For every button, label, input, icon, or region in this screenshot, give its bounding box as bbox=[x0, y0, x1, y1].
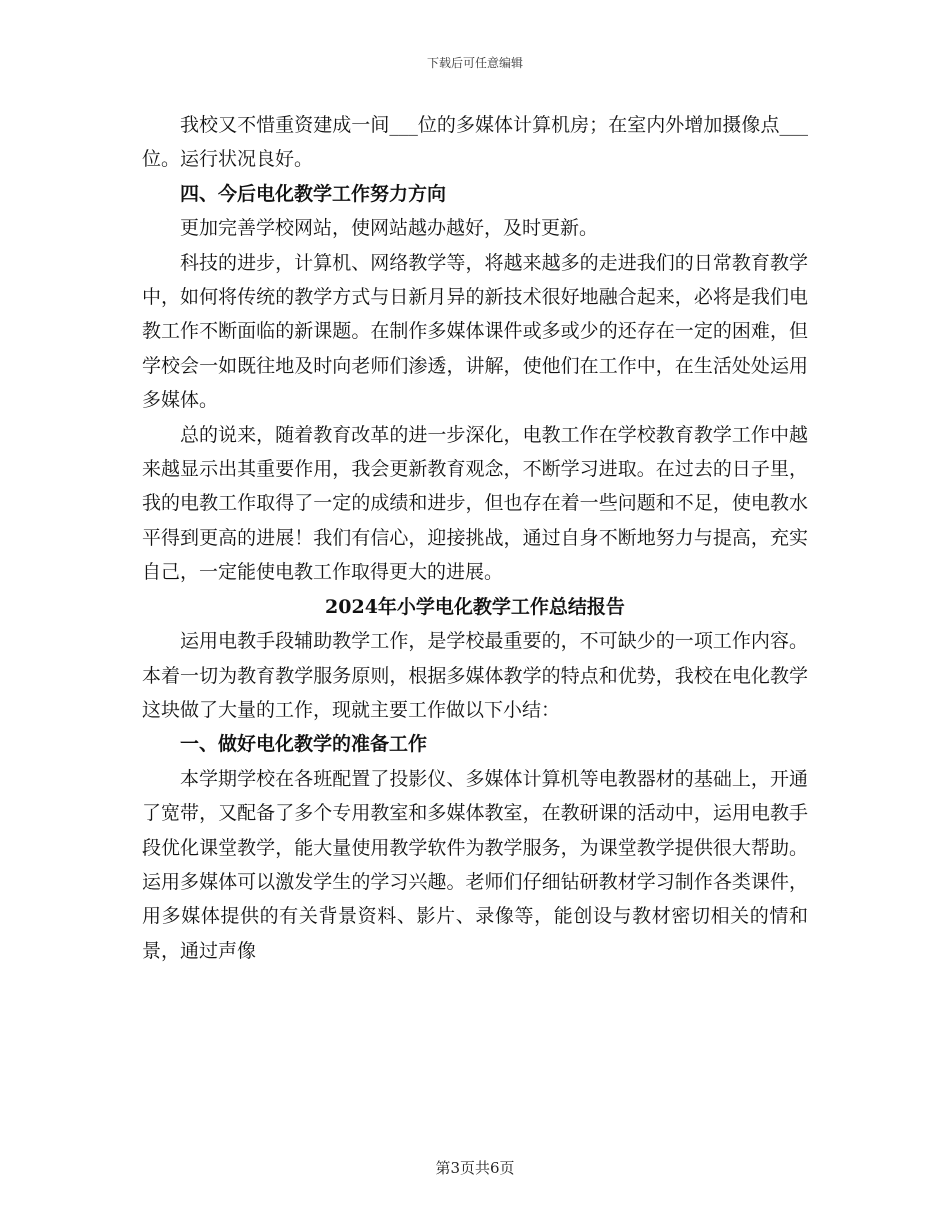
section-heading: 四、今后电化教学工作努力方向 bbox=[180, 182, 447, 205]
section-heading: 一、做好电化教学的准备工作 bbox=[180, 733, 428, 756]
paragraph: 科技的进步，计算机、网络教学等，将越来越多的走进我们的日常教育教学中，如何将传统的教学方式与日新月异的新技术很好地融合起来，必将是我们电教工作不断面临的新课题。在制作多媒体课件或多或少的还存在一定的困难，但学校会一如既往地及时向老师们渗透，讲解，使他们在工作中，在生活处处运用多媒体。 bbox=[142, 251, 808, 412]
paragraph: 本学期学校在各班配置了投影仪、多媒体计算机等电教器材的基础上，开通了宽带，又配备了多个专用教室和多媒体教室，在教研课的活动中，运用电教手段优化课堂教学，能大量使用教学软件为教学服务，为课堂教学提供很大帮助。运用多媒体可以激发学生的学习兴趣。老师们仔细钻研教材学习制作各类课件，用多媒体提供的有关背景资料、影片、录像等，能创设与教材密切相关的情和景，通过声像 bbox=[142, 767, 808, 962]
page-header: 下载后可任意编辑 bbox=[426, 56, 523, 70]
paragraph: 总的说来，随着教育改革的进一步深化，电教工作在学校教育教学工作中越来越显示出其重要作用，我会更新教育观念，不断学习进取。在过去的日子里，我的电教工作取得了一定的成绩和进步，但也存在着一些问题和不足，使电教水平得到更高的进展！我们有信心，迎接挑战，通过自身不断地努力与提高，充实自己，一定能使电教工作取得更大的进展。 bbox=[142, 423, 808, 584]
paragraph: 更加完善学校网站，使网站越办越好，及时更新。 bbox=[180, 217, 599, 240]
page-footer: 第3页共6页 bbox=[435, 1159, 515, 1177]
paragraph: 运用电教手段辅助教学工作，是学校最重要的，不可缺少的一项工作内容。本着一切为教育教学服务原则，根据多媒体教学的特点和优势，我校在电化教学这块做了大量的工作，现就主要工作做以下小结： bbox=[142, 630, 808, 721]
document-body bbox=[142, 108, 808, 968]
paragraph: 我校又不惜重资建成一间___位的多媒体计算机房；在室内外增加摄像点___位。运行状况良好。 bbox=[142, 114, 808, 171]
document-title: 2024年小学电化教学工作总结报告 bbox=[325, 595, 625, 618]
